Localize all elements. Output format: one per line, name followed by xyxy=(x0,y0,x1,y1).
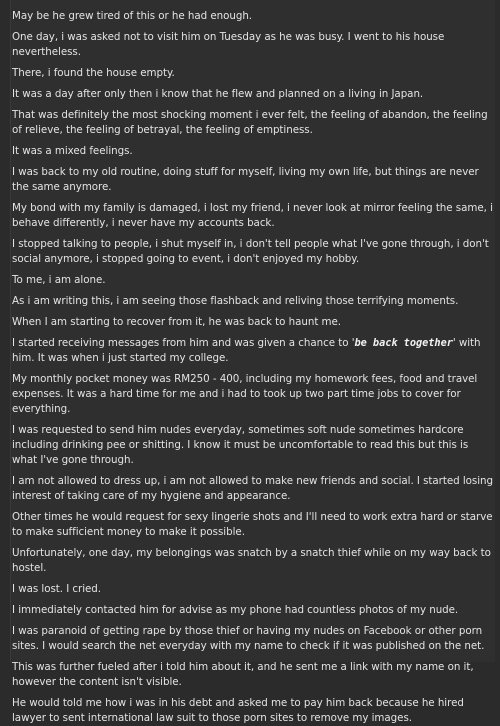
paragraph-with-emphasis xyxy=(12,336,493,366)
emphasized-phrase: be back together xyxy=(354,337,453,349)
post-body xyxy=(10,0,495,724)
paragraph: When I am starting to recover from it, he was back to haunt me. xyxy=(12,316,342,328)
paragraph: I am not allowed to dress up, i am not allowed to make new friends and social. I started losing interest of taking care of my hygiene and appearance. xyxy=(12,475,493,502)
paragraph-text: ' with him. It was when i just started my college. xyxy=(12,337,481,364)
paragraph: To me, i am alone. xyxy=(12,274,106,286)
paragraph: That was definitely the most shocking moment i ever felt, the feeling of abandon, the feeling of relieve, the feeling of betrayal, the feeling of emptiness. xyxy=(12,109,488,136)
paragraph: I was lost. I cried. xyxy=(12,583,101,595)
paragraph: It was a day after only then i know that he flew and planned on a living in Japan. xyxy=(12,88,424,100)
paragraph: I was back to my old routine, doing stuff for myself, living my own life, but things are never the same anymore. xyxy=(12,166,479,193)
paragraph: I was requested to send him nudes everyday, sometimes soft nude sometimes hardcore including drinking pee or shitting. I know it must be uncomfortable to read this but this is what I've gone through. xyxy=(12,424,469,466)
paragraph: My bond with my family is damaged, i lost my friend, i never look at mirror feeling the same, i behave differently, i never have my accounts back. xyxy=(12,202,493,229)
paragraph: I immediately contacted him for advise as my phone had countless photos of my nude. xyxy=(12,604,459,616)
paragraph: I was paranoid of getting rape by those thief or having my nudes on Facebook or other porn sites. I would search the net everyday with my name to check if it was published on the net. xyxy=(12,625,485,652)
paragraph: He would told me how i was in his debt and asked me to pay him back because he hired lawyer to sent international law suit to those porn sites to remove my images. xyxy=(12,697,464,724)
paragraph: One day, i was asked not to visit him on Tuesday as he was busy. I went to his house nevertheless. xyxy=(12,31,445,58)
paragraph: Other times he would request for sexy lingerie shots and I'll need to work extra hard or starve to make sufficient money to make it possible. xyxy=(12,511,493,538)
paragraph-text: I started receiving messages from him and was given a chance to ' xyxy=(12,337,355,349)
paragraph: As i am writing this, i am seeing those flashback and reliving those terrifying moments. xyxy=(12,295,459,307)
paragraph: May be he grew tired of this or he had enough. xyxy=(12,10,253,22)
paragraph: This was further fueled after i told him about it, and he sent me a link with my name on it, however the content isn't visible. xyxy=(12,661,474,688)
paragraph: My monthly pocket money was RM250 - 400, including my homework fees, food and travel expenses. It was a hard time for me and i had to took up two part time jobs to cover for everything. xyxy=(12,373,478,415)
paragraph: It was a mixed feelings. xyxy=(12,145,133,157)
paragraph: Unfortunately, one day, my belongings was snatch by a snatch thief while on my way back to hostel. xyxy=(12,547,491,574)
paragraph: I stopped talking to people, i shut myself in, i don't tell people what I've gone through, i don't social anymore, i stopped going to event, i don't enjoyed my hobby. xyxy=(12,238,489,265)
paragraph: There, i found the house empty. xyxy=(12,67,175,79)
